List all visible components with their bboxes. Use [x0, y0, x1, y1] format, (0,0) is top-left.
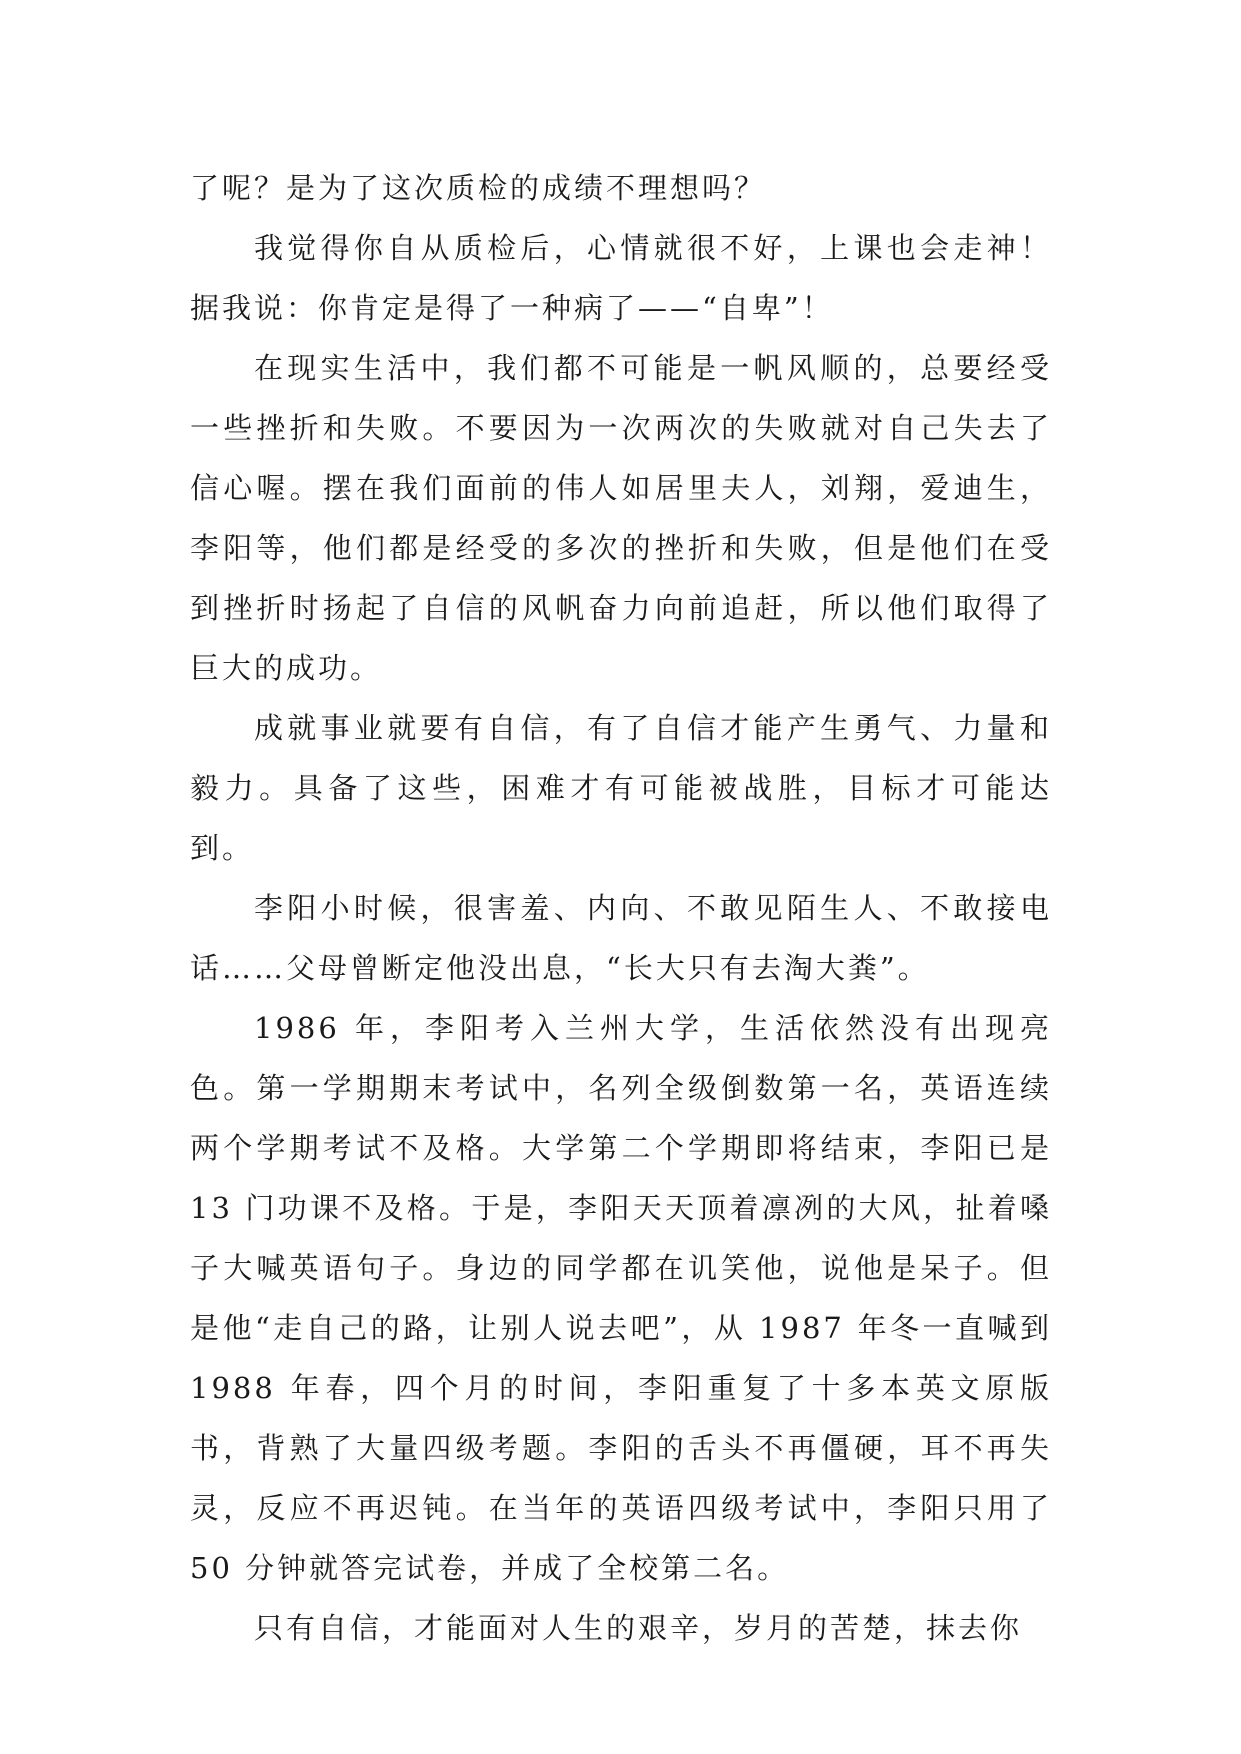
- document-body: [190, 158, 1052, 1658]
- paragraph: 李阳小时候，很害羞、内向、不敢见陌生人、不敢接电话……父母曾断定他没出息，“长大只有去淘大粪”。: [190, 891, 1052, 985]
- paragraph-continued: 了呢？是为了这次质检的成绩不理想吗？: [190, 171, 767, 205]
- paragraph: 1986 年，李阳考入兰州大学，生活依然没有出现亮色。第一学期期末考试中，名列全级倒数第一名，英语连续两个学期考试不及格。大学第二个学期即将结束，李阳已是 13 门功课不及格。于是，李阳天天顶着凛冽的大风，扯着嗓子大喊英语句子。身边的同学都在讥笑他，说他是呆子。但是他“走自己的路，让别人说去吧”，从 1987 年冬一直喊到 1988 年春，四个月的时间，李阳重复了十多本英文原版书，背熟了大量四级考题。李阳的舌头不再僵硬，耳不再失灵，反应不再迟钝。在当年的英语四级考试中，李阳只用了 50 分钟就答完试卷，并成了全校第二名。: [190, 1011, 1052, 1585]
- paragraph: 在现实生活中，我们都不可能是一帆风顺的，总要经受一些挫折和失败。不要因为一次两次的失败就对自己失去了信心喔。摆在我们面前的伟人如居里夫人，刘翔，爱迪生，李阳等，他们都是经受的多次的挫折和失败，但是他们在受到挫折时扬起了自信的风帆奋力向前追赶，所以他们取得了巨大的成功。: [190, 351, 1052, 685]
- paragraph: 成就事业就要有自信，有了自信才能产生勇气、力量和毅力。具备了这些，困难才有可能被战胜，目标才可能达到。: [190, 711, 1052, 865]
- paragraph: 只有自信，才能面对人生的艰辛，岁月的苦楚，抹去你: [254, 1611, 1023, 1645]
- paragraph: 我觉得你自从质检后，心情就很不好，上课也会走神！据我说：你肯定是得了一种病了——“自卑”！: [190, 231, 1052, 325]
